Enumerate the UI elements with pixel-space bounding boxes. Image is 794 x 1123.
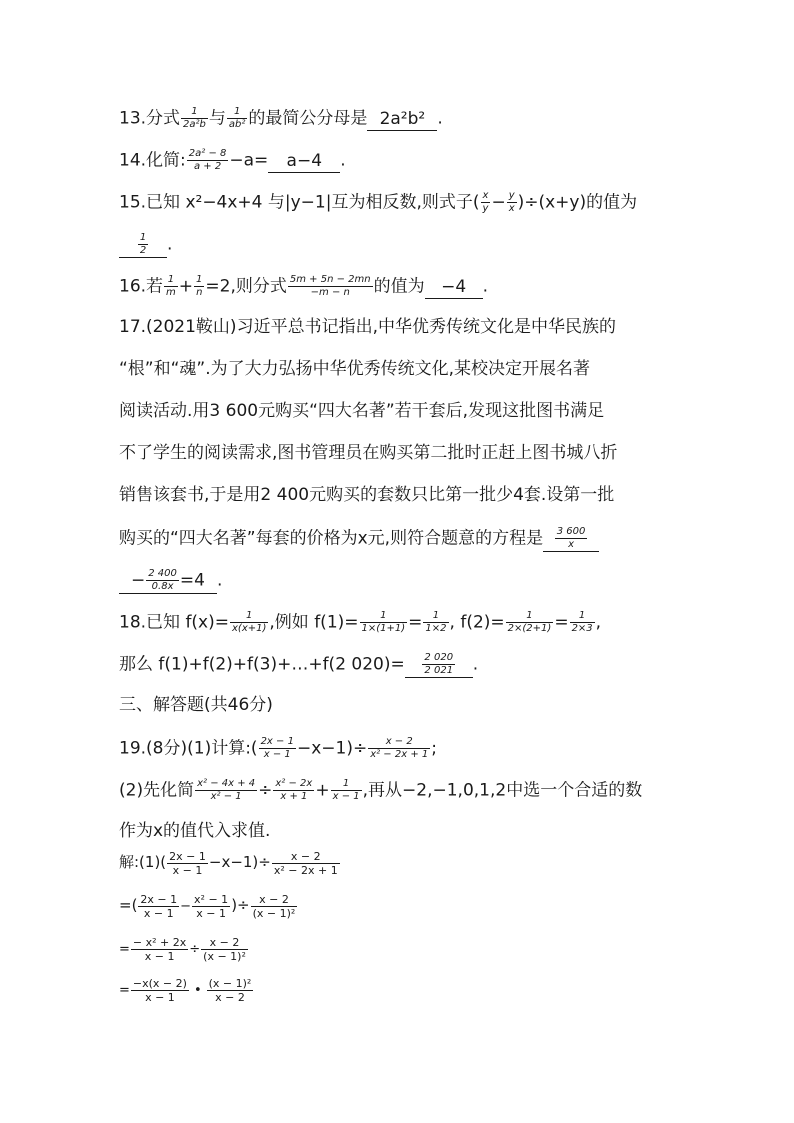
question-17-answer-line: − $\frac{2 400}{0.8x}$ =4 . [119, 568, 222, 594]
question-16: 16.若 $\frac{1}{m}$ + $\frac{1}{n}$ =2,则分式 $\frac{5m + 5n - 2mn}{-m - n}$ 的值为 −4 . [119, 274, 489, 298]
question-13: 13.分式 $\frac{1}{\text{2a²b}}$ 与 $\frac{1}{\text{ab²}}$ 的最简公分母是 2a²b² . [119, 106, 443, 130]
question-17-line-2: “根”和“魂”.为了大力弘扬中华优秀传统文化,某校决定开展名著 [119, 359, 591, 379]
question-19-line-2: (2)先化简 $\frac{\text{x² − 4x + 4}}{\text{x² − 1}}$ ÷ $\frac{\text{x² − 2x}}{x + 1}$ + $\frac{1}{x - 1}$ ,再从−2,−1,0,1,2中选一个合适的数 [119, 778, 643, 802]
q18-answer: $\frac{2 020}{2 021}$ [405, 652, 473, 678]
q16-fraction-a: $\frac{1}{m}$ [166, 274, 176, 298]
q17-answer-part-2: − $\frac{2 400}{0.8x}$ =4 [119, 568, 217, 594]
q15-fraction-a: $\frac{x}{y}$ [482, 190, 489, 214]
question-17-line-1: 17.(2021鞍山)习近平总书记指出,中华优秀传统文化是中华民族的 [119, 317, 616, 337]
question-18: 18.已知 f(x)= $\frac{1}{x(x+1)}$ ,例如 f(1)= $\frac{1}{1\times(1+1)}$ = $\frac{1}{1\times 2}$ , f(2)= $\frac{1}{2\times(2+1)}$ = $\frac{1}{2\times 3}$ , [119, 610, 602, 634]
q13-answer: 2a²b² [367, 108, 437, 131]
question-17-line-3: 阅读活动.用3 600元购买“四大名著”若干套后,发现这批图书满足 [119, 401, 605, 421]
question-19-line-1: 19.(8分)(1)计算:( $\frac{2x - 1}{x - 1}$ −x−1)÷ $\frac{x - 2}{\text{x² − 2x + 1}}$ ; [119, 736, 437, 760]
solution-step-2: =( $\frac{2x - 1}{x - 1}$ − $\frac{\text{x² − 1}}{x - 1}$ )÷ $\frac{x - 2}{\text{(x − 1)²}}$ [119, 893, 296, 920]
solution-step-1: 解:(1)( $\frac{2x - 1}{x - 1}$ −x−1)÷ $\frac{x - 2}{\text{x² − 2x + 1}}$ [119, 850, 338, 877]
q14-fraction: $\frac{\text{2a² − 8}}{a + 2}$ [188, 148, 227, 172]
q13-fraction-1: $\frac{1}{\text{2a²b}}$ [183, 106, 206, 130]
section-heading: 三、解答题(共46分) [119, 695, 273, 715]
q18-fx-fraction: $\frac{1}{x(x+1)}$ [232, 610, 267, 634]
q14-answer: a−4 [268, 150, 340, 173]
question-15: 15.已知 x²−4x+4 与|y−1|互为相反数,则式子( $\frac{x}{y}$ − $\frac{y}{x}$ )÷(x+y)的值为 [119, 190, 638, 214]
question-15-answer-line: $\frac{1}{2}$ . [119, 232, 172, 258]
q13-fraction-2: $\frac{1}{\text{ab²}}$ [228, 106, 246, 130]
q13-prefix: 13.分式 [119, 108, 181, 129]
q17-answer-part-1: $\frac{3 600}{x}$ [543, 526, 599, 552]
solution-step-3: = $\frac{\text{− x² + 2x}}{x - 1}$ ÷ $\frac{x - 2}{\text{(x − 1)²}}$ [119, 936, 246, 963]
solution-step-4: = $\frac{-x(x - 2)}{x - 1}$ • $\frac{\text{(x − 1)²}}{x - 2}$ [119, 977, 252, 1004]
question-17-line-6: 购买的“四大名著”每套的价格为x元,则符合题意的方程是 $\frac{3 600}{x}$ [119, 526, 599, 552]
q16-fraction-b: $\frac{1}{n}$ [196, 274, 203, 298]
question-14: 14.化简: $\frac{\text{2a² − 8}}{a + 2}$ −a= a−4 . [119, 148, 346, 172]
q15-fraction-b: $\frac{y}{x}$ [508, 190, 515, 214]
q15-answer: $\frac{1}{2}$ [119, 232, 167, 258]
question-17-line-5: 销售该套书,于是用2 400元购买的套数只比第一批少4套.设第一批 [119, 485, 615, 505]
question-19-line-3: 作为x的值代入求值. [119, 821, 271, 841]
q16-fraction-main: $\frac{5m + 5n - 2mn}{-m - n}$ [289, 274, 371, 298]
question-17-line-4: 不了学生的阅读需求,图书管理员在购买第二批时正赶上图书城八折 [119, 443, 618, 463]
q16-answer: −4 [425, 276, 483, 299]
question-18-line-2: 那么 f(1)+f(2)+f(3)+…+f(2 020)= $\frac{2 020}{2 021}$ . [119, 652, 479, 676]
